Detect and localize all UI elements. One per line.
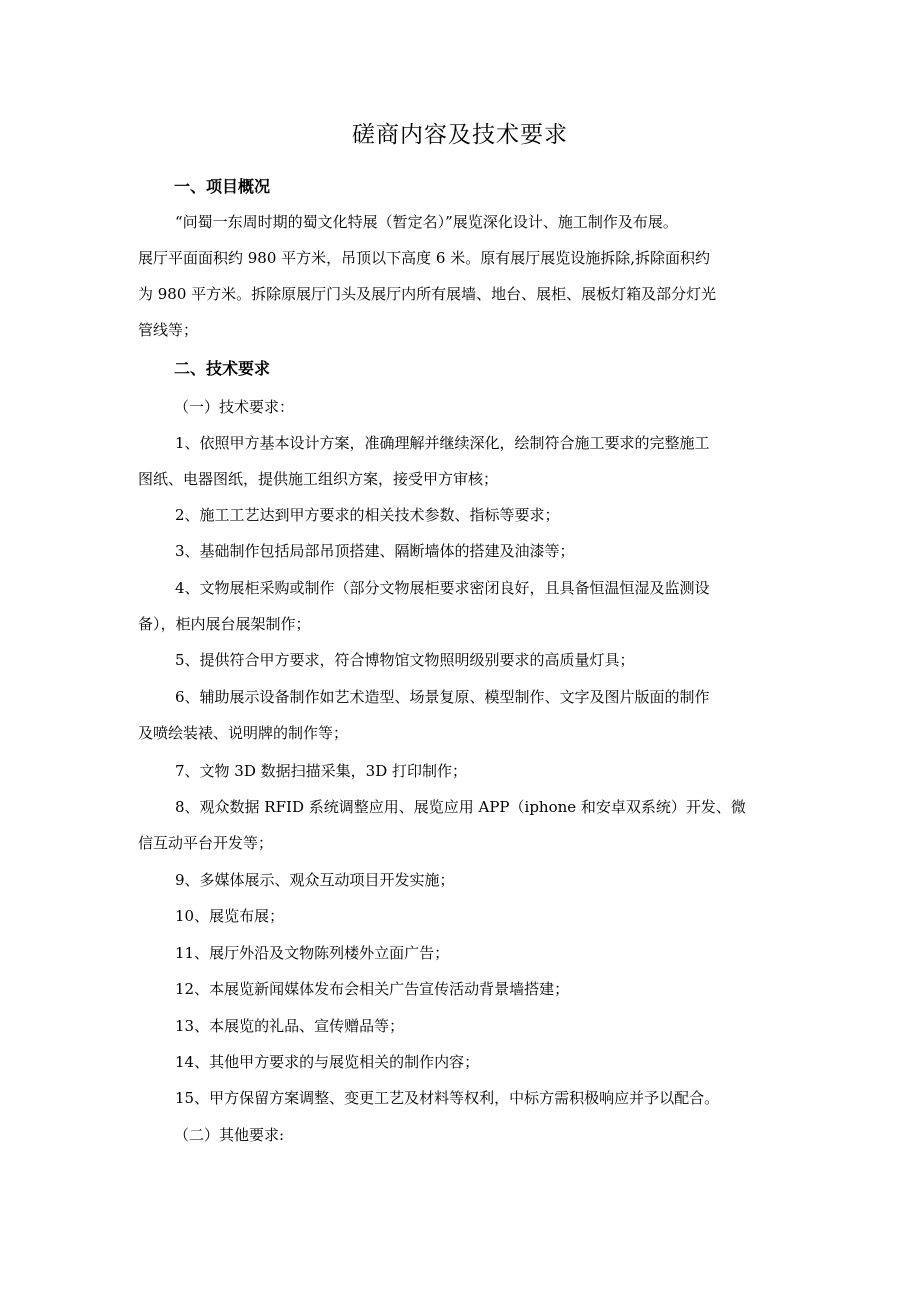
- item-line: 10、展览布展；: [175, 907, 285, 925]
- list-item: [138, 497, 798, 533]
- paragraph-line: 展厅平面面积约 980 平方米，吊顶以下高度 6 米。原有展厅展览设施拆除,拆除面积约: [138, 249, 711, 267]
- item-line: 信互动平台开发等；: [138, 834, 274, 852]
- list-item: [138, 1080, 798, 1116]
- overview-paragraph: [138, 204, 788, 348]
- item-line: 11、展厅外沿及文物陈列楼外立面广告；: [175, 944, 450, 962]
- section-heading-overview: 一、项目概况: [174, 177, 271, 196]
- list-item: [138, 1044, 798, 1080]
- item-line: 备），柜内展台展架制作；: [138, 615, 311, 633]
- item-line: 15、甲方保留方案调整、变更工艺及材料等权利，中标方需积极响应并予以配合。: [175, 1089, 720, 1107]
- item-line: 8、观众数据 RFID 系统调整应用、展览应用 APP（iphone 和安卓双系统）开发、微: [175, 798, 746, 816]
- item-line: 5、提供符合甲方要求，符合博物馆文物照明级别要求的高质量灯具；: [175, 651, 635, 669]
- paragraph-line: 管线等；: [138, 321, 199, 339]
- item-line: 图纸、电器图纸，提供施工组织方案，接受甲方审核；: [138, 470, 499, 488]
- list-item: [138, 935, 798, 971]
- item-line: 6、辅助展示设备制作如艺术造型、场景复原、模型制作、文字及图片版面的制作: [175, 688, 710, 706]
- item-line: 13、本展览的礼品、宣传赠品等；: [175, 1017, 405, 1035]
- item-line: 3、基础制作包括局部吊顶搭建、隔断墙体的搭建及油漆等；: [175, 542, 575, 560]
- list-item: [138, 862, 798, 898]
- subsection-heading-tech: （一）技术要求：: [174, 398, 295, 416]
- list-item: [138, 425, 798, 497]
- item-line: 1、依照甲方基本设计方案，准确理解并继续深化，绘制符合施工要求的完整施工: [175, 434, 710, 452]
- paragraph-line: “问蜀一东周时期的蜀文化特展（暂定名）”展览深化设计、施工制作及布展。: [175, 213, 678, 231]
- list-item: [138, 570, 798, 642]
- paragraph-line: 为 980 平方米。拆除原展厅门头及展厅内所有展墙、地台、展柜、展板灯箱及部分灯光: [138, 285, 717, 303]
- list-item: [138, 971, 798, 1007]
- subsection-heading-other: （二）其他要求:: [174, 1126, 285, 1144]
- item-line: 12、本展览新闻媒体发布会相关广告宣传活动背景墙搭建；: [175, 980, 570, 998]
- item-line: 14、其他甲方要求的与展览相关的制作内容；: [175, 1053, 480, 1071]
- item-line: 9、多媒体展示、观众互动项目开发实施；: [175, 871, 455, 889]
- list-item: [138, 898, 798, 934]
- list-item: [138, 753, 798, 789]
- item-line: 7、文物 3D 数据扫描采集，3D 打印制作；: [175, 762, 467, 780]
- list-item: [138, 1008, 798, 1044]
- list-item: [138, 642, 798, 678]
- item-line: 4、文物展柜采购或制作（部分文物展柜要求密闭良好，且具备恒温恒湿及监测设: [175, 579, 710, 597]
- item-line: 2、施工工艺达到甲方要求的相关技术参数、指标等要求；: [175, 506, 560, 524]
- section-heading-tech-requirements: 二、技术要求: [174, 359, 271, 378]
- item-line: 及喷绘装裱、说明牌的制作等；: [138, 724, 349, 742]
- page-title: 磋商内容及技术要求: [352, 122, 568, 148]
- list-item: [138, 679, 798, 751]
- list-item: [138, 533, 798, 569]
- list-item: [138, 789, 798, 861]
